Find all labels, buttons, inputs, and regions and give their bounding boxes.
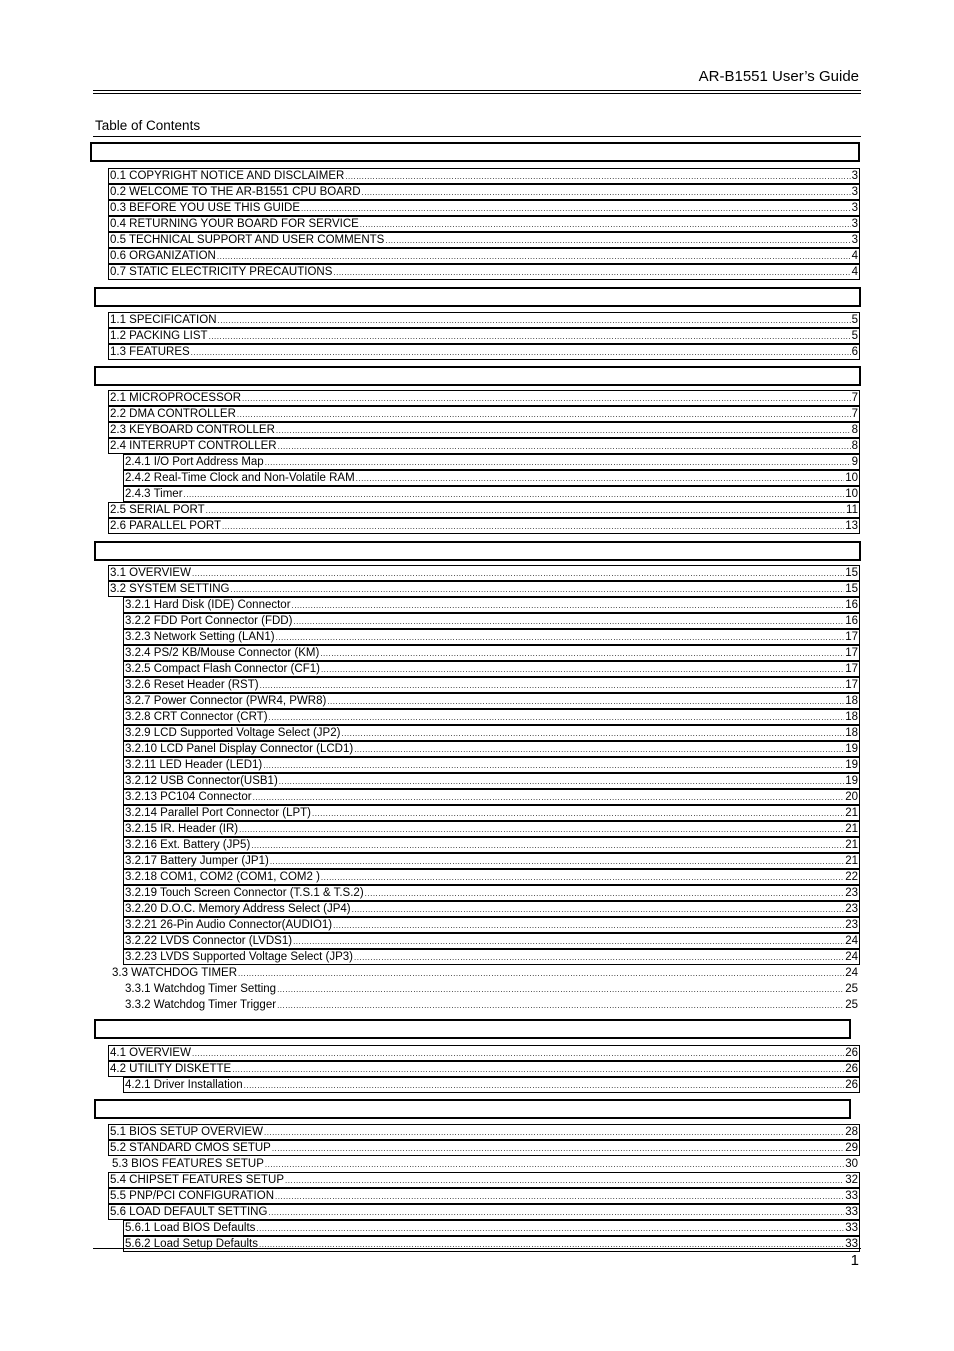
- toc-leader-dots: [231, 582, 845, 598]
- toc-entry-label: 3.2.3 Network Setting (LAN1): [125, 631, 275, 643]
- toc-entry[interactable]: [108, 1045, 860, 1061]
- toc-entry[interactable]: [123, 629, 860, 645]
- toc-entry-label: 1.3 FEATURES: [110, 346, 190, 358]
- toc-entry-page: 11: [846, 504, 858, 516]
- header-rule: [93, 90, 861, 91]
- toc-leader-dots: [272, 1141, 844, 1157]
- toc-entry-page: 26: [845, 1079, 858, 1091]
- toc-entry[interactable]: [123, 597, 860, 613]
- toc-entry[interactable]: [123, 1236, 860, 1252]
- toc-entry-page: 17: [845, 647, 858, 659]
- toc-leader-dots: [270, 854, 844, 870]
- toc-entry[interactable]: [108, 216, 860, 232]
- toc-entry-page: 21: [845, 807, 858, 819]
- toc-title: Table of Contents: [95, 118, 201, 133]
- toc-entry[interactable]: [123, 661, 860, 677]
- toc-entry-label: 2.4 INTERRUPT CONTROLLER: [110, 440, 277, 452]
- toc-entry[interactable]: [123, 1220, 860, 1236]
- toc-entry[interactable]: [108, 1140, 860, 1156]
- toc-entry-page: 22: [845, 871, 858, 883]
- toc-leader-dots: [263, 758, 844, 774]
- toc-entry-page: 33: [845, 1190, 858, 1202]
- toc-entry[interactable]: [108, 248, 860, 264]
- header-rule-double: [93, 93, 861, 94]
- toc-leader-dots: [269, 710, 845, 726]
- toc-entry-label: 3.2.16 Ext. Battery (JP5): [125, 839, 251, 851]
- toc-entry-label: 2.2 DMA CONTROLLER: [110, 408, 236, 420]
- toc-entry[interactable]: [123, 470, 860, 486]
- chapter-heading-box: [94, 1099, 851, 1119]
- toc-entry[interactable]: [108, 581, 860, 597]
- toc-entry-label: 4.2 UTILITY DISKETTE: [110, 1063, 232, 1075]
- toc-entry-page: 29: [845, 1142, 858, 1154]
- toc-leader-dots: [321, 662, 844, 678]
- toc-entry-page: 4: [851, 266, 858, 278]
- toc-leader-dots: [277, 982, 844, 998]
- toc-leader-dots: [256, 1221, 844, 1237]
- toc-entry[interactable]: [123, 885, 860, 901]
- toc-entry[interactable]: [123, 709, 860, 725]
- toc-leader-dots: [218, 313, 851, 329]
- toc-entry-page: 19: [845, 759, 858, 771]
- toc-leader-dots: [222, 519, 844, 535]
- toc-entry-label: 0.5 TECHNICAL SUPPORT AND USER COMMENTS: [110, 234, 385, 246]
- toc-entry[interactable]: [123, 677, 860, 693]
- toc-entry-label: 5.2 STANDARD CMOS SETUP: [110, 1142, 271, 1154]
- toc-entry-label: 4.1 OVERVIEW: [110, 1047, 191, 1059]
- toc-entry[interactable]: [108, 1156, 860, 1172]
- toc-entry-page: 21: [845, 855, 858, 867]
- toc-entry-label: 3.2.1 Hard Disk (IDE) Connector: [125, 599, 291, 611]
- toc-entry-page: 33: [845, 1238, 858, 1250]
- toc-entry-label: 5.5 PNP/PCI CONFIGURATION: [110, 1190, 275, 1202]
- toc-leader-dots: [278, 439, 851, 455]
- toc-entry[interactable]: [123, 645, 860, 661]
- toc-entry[interactable]: [123, 789, 860, 805]
- toc-entry-label: 3.2.8 CRT Connector (CRT): [125, 711, 268, 723]
- toc-leader-dots: [354, 950, 844, 966]
- toc-entry-page: 18: [845, 695, 858, 707]
- toc-entry[interactable]: [123, 805, 860, 821]
- toc-entry-label: 3.2.13 PC104 Connector: [125, 791, 252, 803]
- toc-entry-page: 17: [845, 631, 858, 643]
- toc-leader-dots: [293, 934, 844, 950]
- toc-leader-dots: [276, 423, 851, 439]
- toc-entry-page: 6: [851, 346, 858, 358]
- chapter-heading-box: [94, 1019, 851, 1039]
- toc-leader-dots: [327, 694, 844, 710]
- toc-entry[interactable]: [108, 438, 860, 454]
- toc-entry-label: 3.2.17 Battery Jumper (JP1): [125, 855, 269, 867]
- toc-entry-page: 21: [845, 839, 858, 851]
- toc-entry[interactable]: [108, 1172, 860, 1188]
- toc-entry-page: 9: [851, 456, 858, 468]
- toc-entry-page: 15: [845, 583, 858, 595]
- toc-leader-dots: [232, 1062, 844, 1078]
- toc-entry[interactable]: [108, 344, 860, 360]
- toc-entry[interactable]: [123, 997, 860, 1013]
- toc-leader-dots: [265, 455, 851, 471]
- table-of-contents: [0, 142, 954, 1252]
- toc-entry-label: 0.6 ORGANIZATION: [110, 250, 216, 262]
- toc-entry[interactable]: [123, 853, 860, 869]
- toc-entry-label: 1.2 PACKING LIST: [110, 330, 208, 342]
- toc-entry-page: 15: [845, 567, 858, 579]
- toc-entry-label: 1.1 SPECIFICATION: [110, 314, 217, 326]
- toc-entry[interactable]: [108, 1124, 860, 1140]
- toc-entry[interactable]: [123, 693, 860, 709]
- toc-entry[interactable]: [108, 1061, 860, 1077]
- toc-entry[interactable]: [108, 406, 860, 422]
- toc-entry-page: 18: [845, 711, 858, 723]
- toc-entry-page: 33: [845, 1222, 858, 1234]
- toc-entry-label: 4.2.1 Driver Installation: [125, 1079, 243, 1091]
- toc-entry-label: 3.2.14 Parallel Port Connector (LPT): [125, 807, 312, 819]
- toc-entry-label: 2.1 MICROPROCESSOR: [110, 392, 241, 404]
- toc-entry-label: 3.2.4 PS/2 KB/Mouse Connector (KM): [125, 647, 320, 659]
- toc-entry[interactable]: [108, 565, 860, 581]
- toc-leader-dots: [253, 790, 845, 806]
- toc-leader-dots: [333, 918, 844, 934]
- toc-entry-label: 5.1 BIOS SETUP OVERVIEW: [110, 1126, 263, 1138]
- toc-leader-dots: [217, 249, 851, 265]
- toc-entry-page: 17: [845, 663, 858, 675]
- toc-entry-page: 24: [845, 935, 858, 947]
- toc-entry[interactable]: [123, 837, 860, 853]
- toc-leader-dots: [341, 726, 844, 742]
- toc-entry-label: 3.1 OVERVIEW: [110, 567, 191, 579]
- toc-leader-dots: [360, 217, 851, 233]
- toc-entry-page: 26: [845, 1047, 858, 1059]
- toc-leader-dots: [184, 487, 845, 503]
- toc-entry-page: 3: [851, 170, 858, 182]
- toc-entry-label: 3.2 SYSTEM SETTING: [110, 583, 230, 595]
- toc-entry-label: 3.2.22 LVDS Connector (LVDS1): [125, 935, 293, 947]
- toc-entry-label: 3.2.19 Touch Screen Connector (T.S.1 & T.S.2): [125, 887, 364, 899]
- toc-entry[interactable]: [123, 725, 860, 741]
- toc-leader-dots: [365, 886, 845, 902]
- toc-entry[interactable]: [108, 1204, 860, 1220]
- toc-leader-dots: [260, 678, 845, 694]
- toc-entry-page: 13: [845, 520, 858, 532]
- toc-leader-dots: [356, 471, 845, 487]
- toc-entry-page: 23: [845, 887, 858, 899]
- toc-leader-dots: [285, 1173, 844, 1189]
- toc-leader-dots: [275, 1189, 844, 1205]
- toc-leader-dots: [244, 1078, 845, 1094]
- toc-entry-page: 26: [845, 1063, 858, 1075]
- toc-leader-dots: [277, 998, 844, 1014]
- toc-entry[interactable]: [123, 454, 860, 470]
- toc-leader-dots: [264, 1125, 844, 1141]
- toc-entry-label: 3.3 WATCHDOG TIMER: [112, 967, 238, 979]
- toc-leader-dots: [354, 742, 844, 758]
- toc-entry[interactable]: [108, 168, 860, 184]
- toc-leader-dots: [268, 1205, 844, 1221]
- toc-entry-label: 3.2.18 COM1, COM2 (COM1, COM2 ): [125, 871, 320, 883]
- toc-leader-dots: [206, 503, 845, 519]
- toc-leader-dots: [320, 646, 844, 662]
- toc-leader-dots: [279, 774, 844, 790]
- toc-entry-page: 33: [845, 1206, 858, 1218]
- toc-entry-page: 3: [851, 202, 858, 214]
- toc-leader-dots: [333, 265, 850, 281]
- toc-entry-label: 3.2.15 IR. Header (IR): [125, 823, 239, 835]
- toc-entry[interactable]: [123, 757, 860, 773]
- toc-entry-label: 2.5 SERIAL PORT: [110, 504, 205, 516]
- toc-entry-label: 2.4.3 Timer: [125, 488, 183, 500]
- toc-entry-label: 3.2.10 LCD Panel Display Connector (LCD1): [125, 743, 354, 755]
- toc-entry-label: 2.4.1 I/O Port Address Map: [125, 456, 264, 468]
- toc-entry-page: 8: [851, 424, 858, 436]
- chapter-heading-box: [94, 287, 861, 307]
- toc-leader-dots: [239, 822, 844, 838]
- toc-entry[interactable]: [108, 184, 860, 200]
- toc-entry-page: 24: [845, 967, 858, 979]
- chapter-heading-box: [94, 541, 861, 561]
- toc-entry-label: 3.2.21 26-Pin Audio Connector(AUDIO1): [125, 919, 333, 931]
- toc-entry-page: 7: [851, 408, 858, 420]
- toc-entry-page: 5: [851, 330, 858, 342]
- toc-entry-page: 23: [845, 903, 858, 915]
- toc-entry[interactable]: [108, 422, 860, 438]
- toc-entry-page: 5: [851, 314, 858, 326]
- toc-entry-label: 3.2.2 FDD Port Connector (FDD): [125, 615, 293, 627]
- toc-entry-label: 0.7 STATIC ELECTRICITY PRECAUTIONS: [110, 266, 333, 278]
- toc-entry-page: 10: [845, 488, 858, 500]
- toc-leader-dots: [276, 630, 845, 646]
- toc-entry-page: 20: [845, 791, 858, 803]
- chapter-heading-box: [90, 142, 860, 162]
- toc-entry-page: 24: [845, 951, 858, 963]
- toc-leader-dots: [251, 838, 844, 854]
- toc-leader-dots: [352, 902, 845, 918]
- toc-entry-label: 0.4 RETURNING YOUR BOARD FOR SERVICE: [110, 218, 359, 230]
- toc-entry-label: 5.6.2 Load Setup Defaults: [125, 1238, 258, 1250]
- toc-entry-page: 10: [845, 472, 858, 484]
- chapter-heading-box: [94, 366, 861, 386]
- toc-entry-label: 3.2.7 Power Connector (PWR4, PWR8): [125, 695, 327, 707]
- toc-entry-page: 17: [845, 679, 858, 691]
- toc-entry[interactable]: [108, 1188, 860, 1204]
- toc-entry-label: 3.2.6 Reset Header (RST): [125, 679, 259, 691]
- toc-entry[interactable]: [108, 965, 860, 981]
- toc-entry-label: 3.2.20 D.O.C. Memory Address Select (JP4): [125, 903, 351, 915]
- toc-entry-label: 3.3.1 Watchdog Timer Setting: [125, 983, 277, 995]
- document-header-title: AR-B1551 User’s Guide: [698, 68, 859, 85]
- toc-leader-dots: [385, 233, 850, 249]
- toc-entry-label: 2.6 PARALLEL PORT: [110, 520, 222, 532]
- toc-entry[interactable]: [123, 821, 860, 837]
- toc-leader-dots: [192, 1046, 844, 1062]
- toc-entry-label: 2.3 KEYBOARD CONTROLLER: [110, 424, 275, 436]
- toc-entry[interactable]: [123, 917, 860, 933]
- toc-entry-page: 18: [845, 727, 858, 739]
- toc-entry-page: 32: [845, 1174, 858, 1186]
- toc-entry-page: 4: [851, 250, 858, 262]
- toc-entry[interactable]: [123, 1077, 860, 1093]
- toc-entry[interactable]: [108, 518, 860, 534]
- toc-entry-label: 3.2.9 LCD Supported Voltage Select (JP2): [125, 727, 341, 739]
- toc-entry-label: 5.6 LOAD DEFAULT SETTING: [110, 1206, 268, 1218]
- toc-entry-page: 23: [845, 919, 858, 931]
- toc-entry-page: 8: [851, 440, 858, 452]
- toc-entry-label: 5.3 BIOS FEATURES SETUP: [112, 1158, 264, 1170]
- toc-entry-label: 5.6.1 Load BIOS Defaults: [125, 1222, 256, 1234]
- toc-entry-label: 3.2.11 LED Header (LED1): [125, 759, 263, 771]
- toc-leader-dots: [192, 566, 844, 582]
- toc-leader-dots: [362, 185, 851, 201]
- toc-entry-label: 3.2.5 Compact Flash Connector (CF1): [125, 663, 320, 675]
- toc-title-rule: [93, 136, 861, 137]
- toc-leader-dots: [238, 966, 844, 982]
- toc-entry-page: 19: [845, 743, 858, 755]
- toc-entry[interactable]: [108, 264, 860, 280]
- toc-entry-page: 16: [845, 615, 858, 627]
- toc-entry[interactable]: [108, 312, 860, 328]
- toc-entry-page: 21: [845, 823, 858, 835]
- toc-entry-label: 3.2.23 LVDS Supported Voltage Select (JP3): [125, 951, 354, 963]
- toc-entry-page: 3: [851, 186, 858, 198]
- toc-entry[interactable]: [123, 869, 860, 885]
- toc-leader-dots: [312, 806, 844, 822]
- toc-entry[interactable]: [123, 933, 860, 949]
- toc-entry-page: 19: [845, 775, 858, 787]
- toc-entry-label: 3.3.2 Watchdog Timer Trigger: [125, 999, 277, 1011]
- page-number: 1: [850, 1252, 859, 1269]
- toc-leader-dots: [209, 329, 851, 345]
- toc-entry[interactable]: [108, 502, 860, 518]
- toc-entry[interactable]: [108, 200, 860, 216]
- toc-leader-dots: [265, 1157, 844, 1173]
- toc-entry-label: 5.4 CHIPSET FEATURES SETUP: [110, 1174, 285, 1186]
- toc-entry-label: 0.1 COPYRIGHT NOTICE AND DISCLAIMER: [110, 170, 345, 182]
- toc-leader-dots: [292, 598, 845, 614]
- toc-entry-page: 25: [845, 999, 858, 1011]
- toc-entry-label: 3.2.12 USB Connector(USB1): [125, 775, 278, 787]
- toc-leader-dots: [301, 201, 851, 217]
- toc-entry[interactable]: [108, 328, 860, 344]
- toc-entry[interactable]: [123, 486, 860, 502]
- toc-entry-page: 3: [851, 234, 858, 246]
- toc-leader-dots: [345, 169, 850, 185]
- toc-entry[interactable]: [123, 949, 860, 965]
- toc-entry[interactable]: [123, 901, 860, 917]
- toc-entry-page: 7: [851, 392, 858, 404]
- toc-entry-label: 0.2 WELCOME TO THE AR-B1551 CPU BOARD: [110, 186, 361, 198]
- toc-entry-page: 30: [845, 1158, 858, 1170]
- toc-leader-dots: [191, 345, 851, 361]
- toc-entry-label: 2.4.2 Real-Time Clock and Non-Volatile RAM: [125, 472, 355, 484]
- toc-leader-dots: [321, 870, 844, 886]
- toc-entry[interactable]: [123, 981, 860, 997]
- toc-entry[interactable]: [123, 773, 860, 789]
- toc-entry-page: 3: [851, 218, 858, 230]
- toc-leader-dots: [242, 391, 851, 407]
- footer-rule: [93, 1248, 861, 1249]
- toc-entry[interactable]: [123, 741, 860, 757]
- toc-leader-dots: [259, 1237, 844, 1253]
- toc-entry-page: 28: [845, 1126, 858, 1138]
- toc-entry-label: 0.3 BEFORE YOU USE THIS GUIDE: [110, 202, 301, 214]
- toc-entry-page: 25: [845, 983, 858, 995]
- toc-entry[interactable]: [108, 232, 860, 248]
- toc-entry[interactable]: [108, 390, 860, 406]
- toc-leader-dots: [237, 407, 851, 423]
- toc-entry-page: 16: [845, 599, 858, 611]
- toc-leader-dots: [293, 614, 844, 630]
- toc-entry[interactable]: [123, 613, 860, 629]
